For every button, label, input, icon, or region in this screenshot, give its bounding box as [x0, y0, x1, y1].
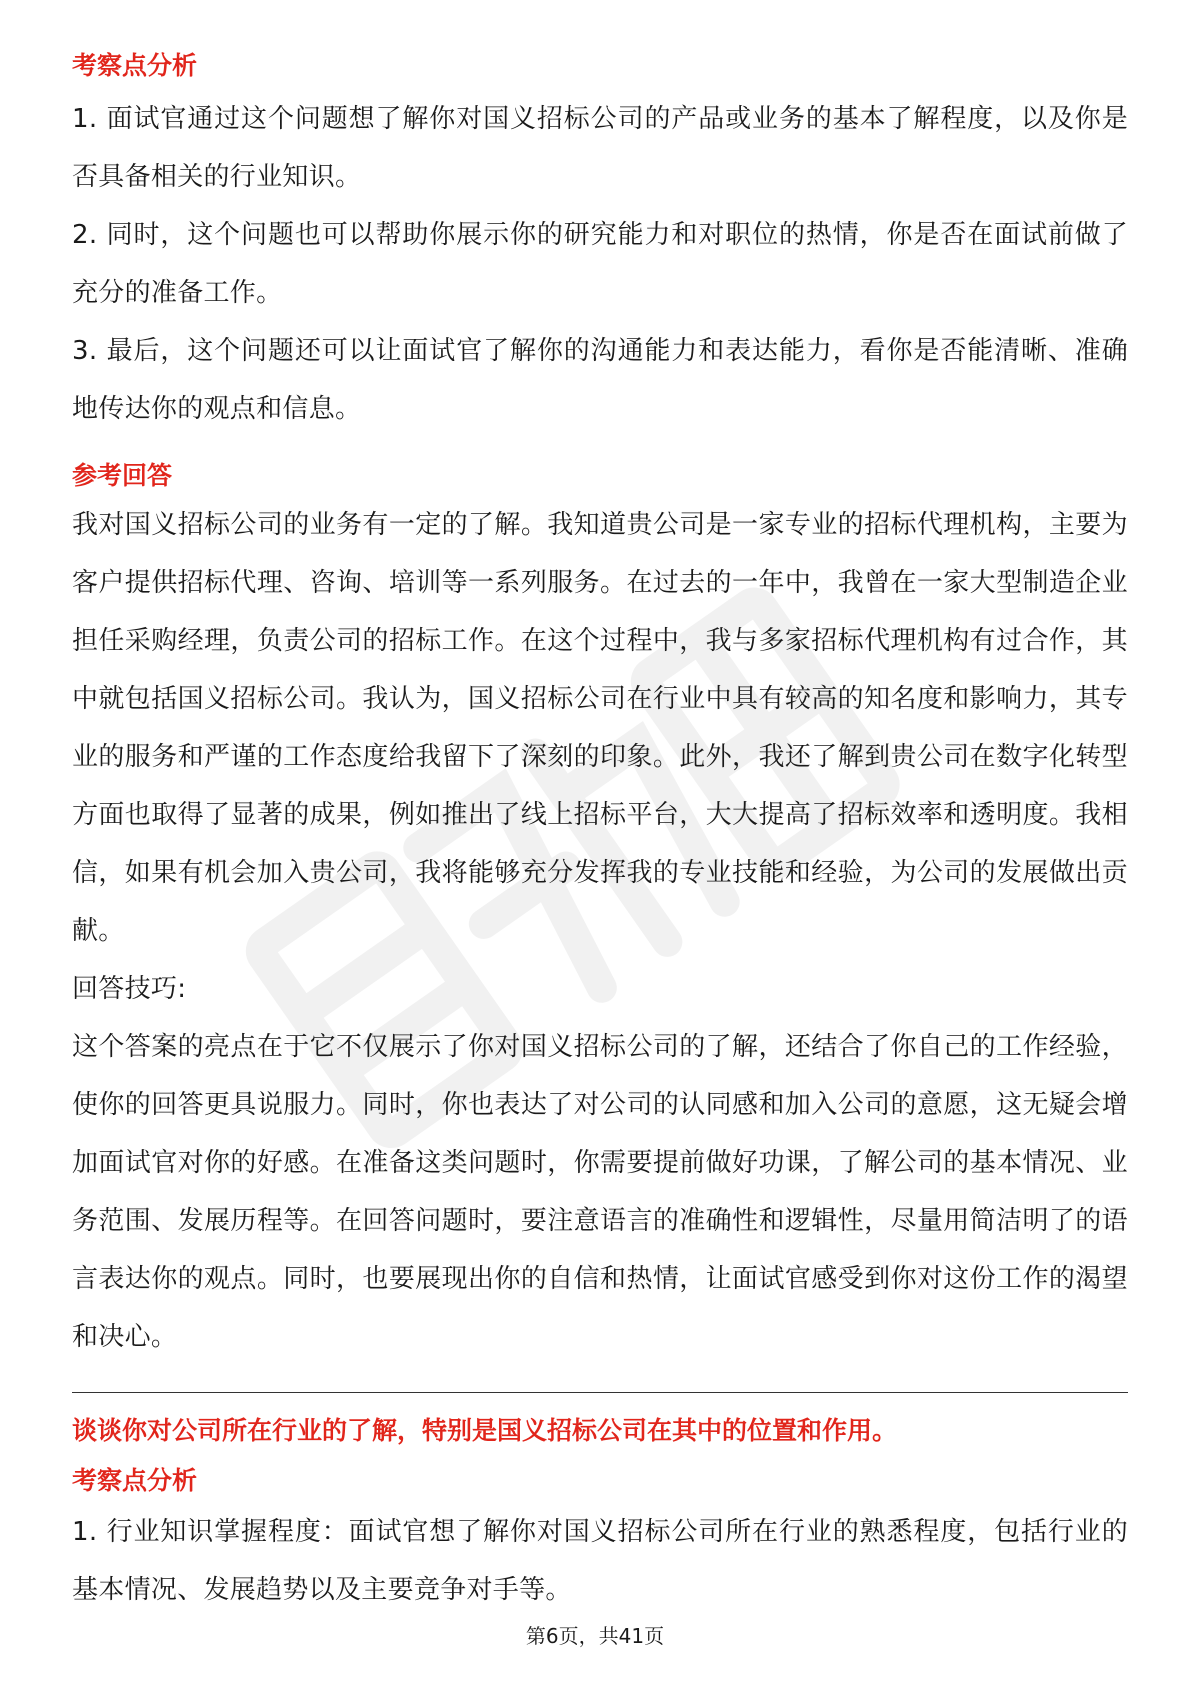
- reference-answer: 我对国义招标公司的业务有一定的了解。我知道贵公司是一家专业的招标代理机构，主要为客户提供招标代理、咨询、培训等一系列服务。在过去的一年中，我曾在一家大型制造企业担任采购经理，负责公司的招标工作。在这个过程中，我与多家招标代理机构有过合作，其中就包括国义招标公司。我认为，国义招标公司在行业中具有较高的知名度和影响力，其专业的服务和严谨的工作态度给我留下了深刻的印象。此外，我还了解到贵公司在数字化转型方面也取得了显著的成果，例如推出了线上招标平台，大大提高了招标效率和透明度。我相信，如果有机会加入贵公司，我将能够充分发挥我的专业技能和经验，为公司的发展做出贡献。: [72, 510, 1128, 946]
- analysis-heading: 考察点分析: [72, 51, 198, 80]
- analysis-point: 2. 同时，这个问题也可以帮助你展示你的研究能力和对职位的热情，你是否在面试前做了充分的准备工作。: [72, 220, 1128, 308]
- page-content: [72, 50, 1128, 1619]
- analysis-point: 1. 面试官通过这个问题想了解你对国义招标公司的产品或业务的基本了解程度，以及你是否具备相关的行业知识。: [72, 104, 1128, 192]
- page-number: 第6页，共41页: [525, 1624, 665, 1648]
- question-title: 谈谈你对公司所在行业的了解，特别是国义招标公司在其中的位置和作用。: [72, 1416, 898, 1445]
- section-divider: [72, 1392, 1128, 1393]
- spacer: [72, 438, 1128, 450]
- tips-label: 回答技巧:: [72, 974, 187, 1004]
- analysis-point: 3. 最后，这个问题还可以让面试官了解你的沟通能力和表达能力，看你是否能清晰、准确地传达你的观点和信息。: [72, 336, 1128, 424]
- analysis-point: 1. 行业知识掌握程度：面试官想了解你对国义招标公司所在行业的熟悉程度，包括行业的基本情况、发展趋势以及主要竞争对手等。: [72, 1517, 1128, 1605]
- answer-heading: 参考回答: [72, 461, 173, 490]
- tips-text: 这个答案的亮点在于它不仅展示了你对国义招标公司的了解，还结合了你自己的工作经验，使你的回答更具说服力。同时，你也表达了对公司的认同感和加入公司的意愿，这无疑会增加面试官对你的好感。在准备这类问题时，你需要提前做好功课，了解公司的基本情况、业务范围、发展历程等。在回答问题时，要注意语言的准确性和逻辑性，尽量用简洁明了的语言表达你的观点。同时，也要展现出你的自信和热情，让面试官感受到你对这份工作的渴望和决心。: [72, 1032, 1128, 1352]
- analysis-heading: 考察点分析: [72, 1466, 198, 1495]
